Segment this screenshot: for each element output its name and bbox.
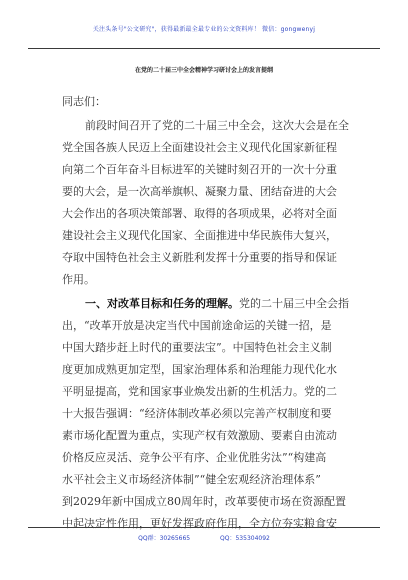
footer-divider: [28, 527, 380, 528]
section-1-line: 到2029年新中国成立80周年时，改革要使市场在资源配置: [62, 495, 346, 508]
document-title: 在党的二十届三中全会精神学习研讨会上的发言提纲: [134, 67, 273, 74]
section-1-first-line: [85, 297, 349, 310]
section-1-line: 十大报告强调：“经济体制改革必须以完善产权制度和要: [62, 407, 332, 420]
section-1-heading: 一、对改革目标和任务的理解。: [85, 297, 239, 310]
section-1-line: 水平社会主义市场经济体制”“健全宏观经济治理体系”: [62, 473, 321, 486]
section-1-line: 中国大踏步赶上时代的重要法宝”。中国特色社会主义制: [62, 341, 332, 354]
footer-contacts: [0, 533, 408, 542]
paragraph-1-line: 要的大会，是一次高举旗帜、凝聚力量、团结奋进的大会: [62, 185, 337, 198]
section-1-first-line-text: 党的二十届三中全会指: [239, 297, 349, 310]
section-1-line: 素市场化配置为重点，实现产权有效激励、要素自由流动: [62, 429, 337, 442]
salutation: 同志们：: [62, 95, 106, 108]
section-1-line: 中起决定性作用，更好发挥政府作用，全方位夯实粮食安: [62, 517, 337, 530]
paragraph-1-line: 夺取中国特色社会主义新胜利发挥十分重要的指导和保证: [62, 251, 337, 264]
paragraph-1-line: 向第二个百年奋斗目标进军的关键时刻召开的一次十分重: [62, 163, 337, 176]
paragraph-1-line: 建设社会主义现代化国家、全面推进中华民族伟大复兴，: [62, 229, 337, 242]
paragraph-1-line: 前段时间召开了党的二十届三中全会，这次大会是在全: [85, 119, 349, 132]
paragraph-1-line: 大会作出的各项决策部署、取得的各项成果，必将对全面: [62, 207, 337, 220]
qq-contact-link[interactable]: QQ：535304092: [220, 535, 270, 542]
paragraph-1-line: 作用。: [62, 273, 95, 286]
header-banner: 关注头条号"公文研究"，获得最新最全最专业的公文资料库！ 微信：gongwenyj: [92, 26, 316, 33]
qq-group-link[interactable]: QQ群：30265665: [138, 535, 191, 542]
header-divider: [28, 48, 380, 49]
section-1-line: 度更加成熟更加定型，国家治理体系和治理能力现代化水: [62, 363, 337, 376]
paragraph-1-line: 党全国各族人民迈上全面建设社会主义现代化国家新征程: [62, 141, 337, 154]
section-1-line: 出，“改革开放是决定当代中国前途命运的关键一招，是: [62, 319, 332, 332]
section-1-line: 平明显提高，党和国家事业焕发出新的生机活力。党的二: [62, 385, 337, 398]
section-1-line: 价格反应灵活、竞争公平有序、企业优胜劣汰”“构建高: [62, 451, 327, 464]
